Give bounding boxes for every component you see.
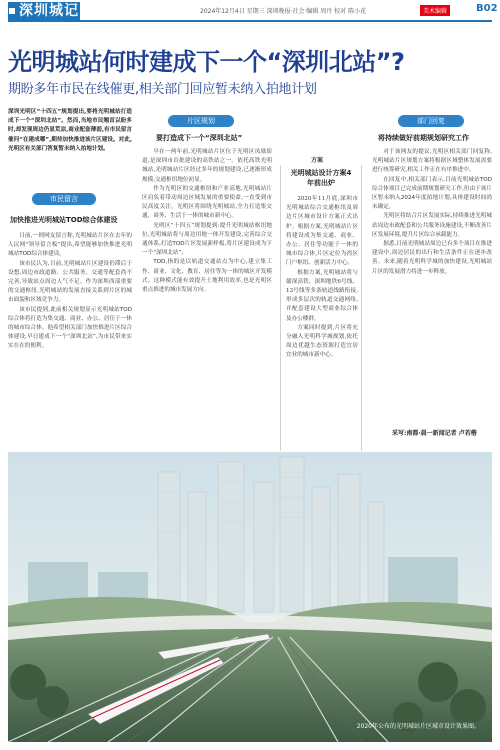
right-subtitle: 将持续做好前期规划研究工作 — [378, 134, 469, 142]
box-label-planning: 片区规划 — [168, 115, 234, 127]
middle-paragraph: 早在一两年前,光明城站片区位于光明区凤凰街道,是深圳市首批建设的高铁站之一。依托高铁光明城站,光明城站片区经过多年的规划建设,已逐渐形成规模,交通枢纽地位初显。 — [142, 149, 272, 183]
left-paragraph: 日前,一则网友留言称,光明城站片区在去年的人民网“领导留言板”提出,希望能够加快推进光明城站TOD综合体建设。 — [8, 233, 132, 258]
section-name: 深圳城记 — [19, 3, 79, 19]
right-paragraph: 对于该网友的提议,光明区相关部门回复称,光明城站片区规划方案将根据区域整体发展需要进行统筹研究,相关工作正在有序推进中。 — [372, 149, 492, 174]
middle-column — [142, 148, 272, 295]
subheadline: 期盼多年市民在线催更,相关部门回应暂未纳入拍地计划 — [8, 82, 317, 97]
section-marker-icon — [9, 8, 15, 14]
comment-kicker: 方案 — [311, 157, 324, 164]
right-paragraph: 据悉,目前光明城站周边已有多个项目在推进建设中,周边居民的出行和生活条件正在逐步改善。未来,随着光明科学城的加快建设,光明城站片区的发展潜力将进一步释放。 — [372, 241, 492, 275]
left-paragraph: 该市民提到,此前相关规划显示光明城站TOD综合体将打造为集交通、商业、办公、居住于一体的城市综合体。他希望相关部门加快推进片区综合体建设,早日建成下一个“深圳北站”,为市民带来实实在在的便利。 — [8, 306, 132, 350]
box-label-reply: 部门回复 — [398, 115, 464, 127]
left-subtitle: 加快推进光明城站TOD综合体建设 — [10, 216, 118, 224]
middle-paragraph: 光明区“十四五”规划提到:提升光明城站枢纽地位,光明城站将与周边用地一体开发建设,完善综合交通体系,打造TOD片区发展新样板,将片区建设成为下一个“深圳北站”。 — [142, 222, 272, 257]
middle-paragraph: TOD,指的是以轨道交通站点为中心,建立集工作、商业、文化、教育、居住等为一体的城区开发模式。这种模式能有效提升土地利用效率,也是光明区重点推进的城市发展方向。 — [142, 259, 272, 294]
page-header — [0, 0, 500, 22]
comment-title: 光明城站设计方案4年前出炉 — [290, 169, 352, 187]
box-label-citizen: 市民留言 — [32, 193, 96, 205]
right-column — [372, 148, 492, 277]
comment-paragraph: 根据方案,光明城站将与赣深高铁、深圳地铁6号线、13号线等多条轨道线路衔接,形成多层次的轨道交通网络,并配套建设大型商业综合体及办公楼群。 — [286, 269, 358, 322]
photo-caption: 2020年公布的光明城站片区城市设计效果图。 — [356, 723, 480, 730]
left-column — [8, 232, 132, 352]
intro-paragraph: 深圳光明区“十四五”规划提出,要将光明城站打造成下一个“深圳北站”。然而,当地市民翘首以盼多时,却发现周边仍显荒凉,商业配套薄弱,有市民留言催问“在建成哪”,期待加快推进该片区建设。对此,光明区有关部门答复暂未纳入拍地计划。 — [8, 109, 132, 152]
station-rendering-image — [8, 452, 492, 742]
page-number: B02 — [476, 3, 498, 14]
comment-body — [286, 195, 358, 361]
comment-paragraph: 方案同时提到,片区将充分融入光明科学城规划,依托周边优越生态资源打造宜居宜业的城市新中心。 — [286, 324, 358, 359]
header-rule — [8, 20, 492, 22]
right-paragraph: 在回复中,相关部门表示,目前光明城站TOD综合体项目已完成前期规划研究工作,但由于该片区暂未纳入2024年度拍地计划,具体建设时间尚未确定。 — [372, 176, 492, 211]
reporter-credit: 采写:南都·晨一新闻记者 卢若楷 — [392, 430, 477, 437]
intro-text — [8, 108, 132, 154]
editor-badge: 美术编辑 — [420, 5, 450, 16]
middle-paragraph: 作为光明区的交通枢纽和产业高地,光明城站片区肩负着带动周边区域发展的重要使命,一直受到市民高度关注。光明区将围绕光明城站,全力打造集交通、商务、生活于一体的城市新中心。 — [142, 185, 272, 220]
dateline: 2024年12月4日 星期三 深圳晚报·社会·编辑 周丹 校对 陈小花 — [200, 8, 367, 15]
section-tag — [8, 2, 80, 20]
rendering-photo — [8, 452, 492, 742]
left-paragraph: 该市民认为,目前,光明城站片区建设仍滞后于设想,周边市政道路、公共服务、交通等配套尚不完善,导致站点周边人气不足。作为深圳西部重要的交通枢纽,光明城站的发展直接关系到片区的城市面貌和区域竞争力。 — [8, 260, 132, 304]
comment-paragraph: 2020年11月底,深圳市光明城站综合交通枢纽及周边片区城市设计方案正式出炉。根据方案,光明城站片区将建设成为集交通、商业、办公、居住等功能于一体的城市综合体,片区定位为湾区门户枢纽、创新活力中心。 — [286, 196, 358, 267]
middle-subtitle: 要打造成下一个“深圳北站” — [156, 134, 243, 142]
headline: 光明城站何时建成下一个“深圳北站”? — [8, 48, 405, 76]
right-paragraph: 光明区将结合片区发展实际,持续推进光明城站周边市政配套和公共服务设施建设,不断改善片区发展环境,提升片区综合承载能力。 — [372, 213, 492, 238]
